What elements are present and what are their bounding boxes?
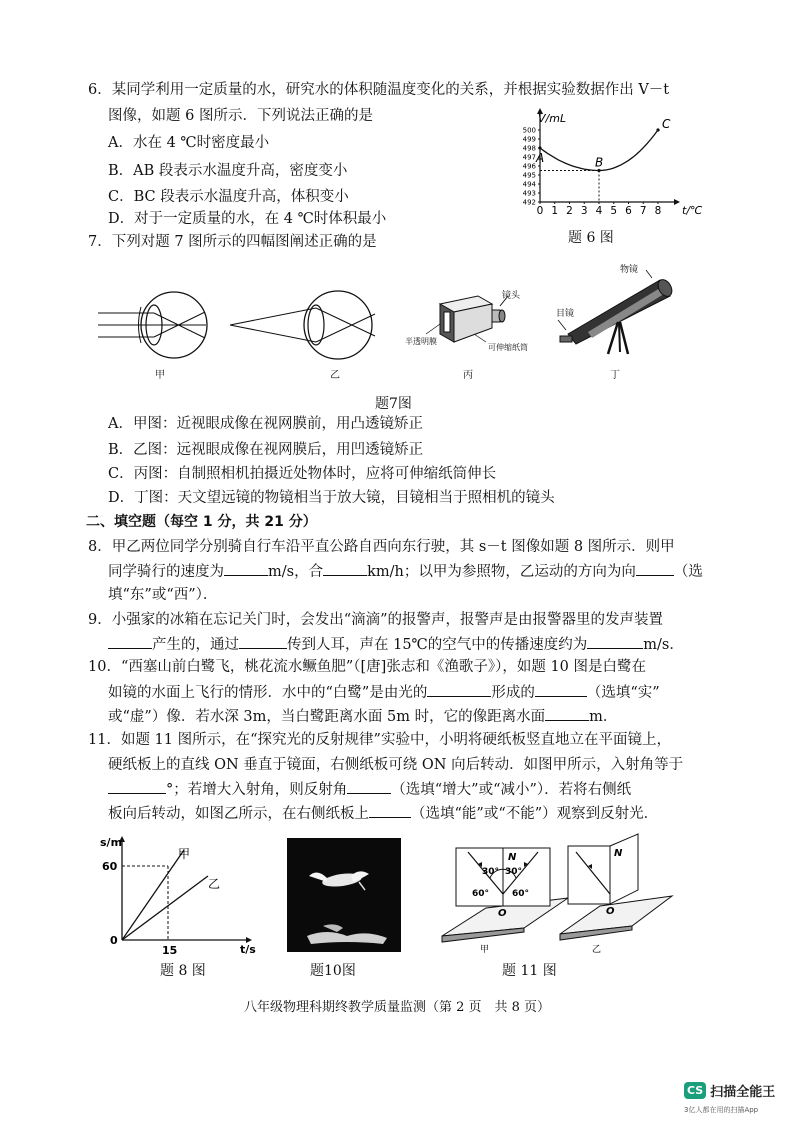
camscanner-name: 扫描全能王: [710, 1085, 776, 1100]
fig6-point-A: [538, 146, 541, 149]
fig7-caption: 题7图: [375, 396, 412, 412]
q7-option-d: D．丁图：天文望远镜的物镜相当于放大镜，目镜相当于照相机的镜头: [108, 490, 555, 506]
fig8-line-jia: [122, 850, 184, 940]
q6-line2: 图像，如题 6 图所示．下列说法正确的是: [108, 108, 373, 124]
q10-line3: [108, 706, 617, 727]
q11-blank-incident-angle[interactable]: [108, 779, 166, 794]
fig6-vt-chart: [496, 108, 703, 220]
fig6-ytick-label: 500: [522, 126, 536, 135]
q8-text-a: 同学骑行的速度为: [108, 564, 224, 580]
fig8-ylabel: s/m: [100, 836, 123, 849]
fig6-ytick-label: 499: [522, 135, 536, 144]
fig6-xtick-label: 7: [639, 205, 647, 217]
fig6-xlabel: t/℃: [682, 204, 703, 217]
fig6-point-label-B: B: [595, 155, 604, 170]
fig7-label-bing: 丙: [463, 370, 473, 381]
fig11-jia-N: N: [508, 852, 517, 863]
q11-text-b: （选填“增大”或“减小”）．若将右侧纸: [391, 782, 632, 798]
fig7-label-jia: 甲: [155, 370, 165, 381]
q9-line1: 9．小强家的冰箱在忘记关门时，会发出“滴滴”的报警声，报警声是由报警器里的发声装置: [88, 612, 664, 628]
q6-option-a: A．水在 4 ℃时密度最小: [108, 135, 270, 151]
fig6-point-label-C: C: [662, 117, 671, 131]
q8-blank-speed-ms[interactable]: [224, 561, 268, 576]
fig8-xtick: 15: [162, 944, 178, 957]
fig11-yi-O: O: [606, 906, 615, 917]
q10-line1: 10．“西塞山前白鹭飞，桃花流水鳜鱼肥”（[唐]张志和《渔歌子》），如题 10 图是白鹭在: [88, 659, 647, 675]
fig7-telescope-eyepiece-label: 目镜: [556, 309, 575, 319]
fig6-ylabel: V/mL: [538, 112, 567, 125]
fig11-jia-O: O: [498, 908, 507, 919]
fig8-origin: 0: [110, 934, 118, 947]
q11-line3: [108, 779, 631, 800]
fig6-xtick-label: 2: [566, 205, 573, 217]
q10-text-e: m．: [589, 709, 618, 725]
section2-heading: 二、填空题（每空 1 分，共 21 分）: [86, 514, 317, 530]
fig6-ytick-label: 497: [522, 153, 536, 162]
q10-line2: [108, 682, 660, 703]
q7-option-b: B．乙图：远视眼成像在视网膜后，用凹透镜矫正: [108, 442, 424, 458]
fig6-x-arrow: [674, 199, 680, 205]
fig7-eye-jia: [96, 286, 216, 366]
camscanner-slogan: 3亿人都在用的扫描App: [684, 1106, 759, 1114]
q6-option-c: C．BC 段表示水温度升高，体积变小: [108, 189, 349, 205]
q9-blank-speed[interactable]: [587, 634, 643, 649]
fig11-jia-angle-right60: 60°: [512, 889, 530, 899]
q10-text-d: 或“虚”）像．若水深 3m，当白鹭距离水面 5m 时，它的像距离水面: [108, 709, 546, 725]
q7-option-a: A．甲图：近视眼成像在视网膜前，用凸透镜矫正: [108, 416, 423, 432]
q9-text-a: 产生的，通过: [152, 637, 239, 653]
q8-line1: 8．甲乙两位同学分别骑自行车沿平直公路自西向东行驶，其 s－t 图像如题 8 图所示．则甲: [88, 539, 675, 555]
q11-text-c: 板向后转动，如图乙所示，在右侧纸板上: [108, 806, 369, 822]
fig6-ytick-label: 494: [522, 180, 536, 189]
q9-text-b: 传到人耳，声在 15℃的空气中的传播速度约为: [287, 637, 588, 653]
fig7-eye-yi: [228, 286, 378, 366]
fig7-camera-screen-label: 半透明膜: [405, 337, 437, 346]
q11-blank-reflect-change[interactable]: [347, 779, 391, 794]
fig6-xtick-label: 1: [551, 205, 559, 217]
fig6-ytick-label: 495: [522, 171, 536, 180]
q9-blank-source[interactable]: [108, 634, 152, 649]
q8-line2: [108, 561, 703, 582]
q8-text-b: m/s，合: [268, 564, 324, 580]
q10-blank-distance[interactable]: [545, 706, 589, 721]
q10-text-c: （选填“实”: [586, 685, 660, 701]
q9-text-c: m/s．: [643, 637, 684, 653]
q11-line2: 硬纸板上的直线 ON 垂直于镜面，右侧纸板可绕 ON 向后转动．如图甲所示，入射角等于: [108, 757, 684, 773]
fig7-camera-tube-label: 可伸缩纸筒: [488, 343, 528, 352]
q8-line3: 填“东”或“西”）．: [108, 587, 218, 603]
q6-line1: 6．某同学利用一定质量的水，研究水的体积随温度变化的关系，并根据实验数据作出 V－t: [88, 82, 670, 98]
fig8-st-graph: [96, 836, 256, 956]
q7-option-c: C．丙图：自制照相机拍摄近处物体时，应将可伸缩纸筒伸长: [108, 466, 497, 482]
fig6-xtick-label: 3: [580, 205, 588, 217]
fig6-ytick-label: 498: [522, 144, 536, 153]
fig6-ytick-label: 492: [522, 198, 536, 207]
fig6-xtick-label: 6: [625, 205, 632, 217]
fig8-label-jia: 甲: [178, 847, 191, 861]
fig6-point-C: [656, 128, 659, 131]
fig11-yi-label: 乙: [592, 945, 602, 955]
q8-text-c: km/h；以甲为参照物，乙运动的方向为向: [367, 564, 636, 580]
fig8-label-yi: 乙: [208, 877, 221, 891]
fig11-jia-angle-left30: 30°: [482, 867, 500, 877]
fig6-caption: 题 6 图: [568, 230, 614, 246]
fig6-xtick-label: 4: [595, 205, 603, 217]
fig6-ytick-label: 496: [522, 162, 536, 171]
fig8-line-yi: [122, 876, 208, 940]
fig6-point-label-A: A: [536, 151, 545, 165]
fig8-caption: 题 8 图: [160, 963, 206, 979]
q9-blank-medium[interactable]: [239, 634, 287, 649]
fig11-jia-diagram: [438, 832, 572, 956]
q10-blank-phenomenon[interactable]: [427, 682, 491, 697]
fig7-telescope-objective-label: 物镜: [620, 265, 639, 275]
fig7-label-yi: 乙: [330, 370, 340, 381]
fig7-camera-lens-label: 镜头: [502, 291, 521, 301]
q8-blank-direction[interactable]: [636, 561, 674, 576]
q8-blank-speed-kmh[interactable]: [323, 561, 367, 576]
camscanner-logo: CS: [684, 1082, 706, 1099]
camscanner-watermark: [684, 1081, 775, 1115]
q8-text-d: （选: [673, 564, 703, 580]
q7-line1: 7．下列对题 7 图所示的四幅图阐述正确的是: [88, 234, 377, 250]
q10-blank-image-type[interactable]: [535, 682, 587, 697]
fig11-jia-label: 甲: [480, 945, 490, 955]
fig11-yi-diagram: [556, 828, 676, 956]
fig11-jia-angle-left60: 60°: [472, 889, 490, 899]
fig10-egret-photo: [287, 838, 401, 952]
page-footer: 八年级物理科期终教学质量监测（第 2 页 共 8 页）: [243, 1000, 551, 1015]
q11-blank-observe[interactable]: [369, 803, 411, 818]
q10-text-a: 如镜的水面上飞行的情形．水中的“白鹭”是由光的: [108, 685, 428, 701]
fig6-xtick-label: 8: [654, 205, 662, 217]
q10-text-b: 形成的: [491, 685, 535, 701]
fig11-yi-N: N: [614, 848, 623, 859]
fig11-jia-angle-right30: 30°: [505, 867, 523, 877]
fig10-caption: 题10图: [310, 963, 356, 979]
fig6-xtick-label: 5: [610, 205, 618, 217]
q6-option-b: B．AB 段表示水温度升高，密度变小: [108, 163, 348, 179]
q11-text-a: °；若增大入射角，则反射角: [166, 782, 348, 798]
fig6-xtick-label: 0: [536, 205, 544, 217]
fig8-xlabel: t/s: [240, 943, 256, 956]
q6-option-d: D．对于一定质量的水，在 4 ℃时体积最小: [108, 211, 387, 227]
q11-text-d: （选填“能”或“不能”）观察到反射光．: [411, 806, 659, 822]
fig7-label-ding: 丁: [610, 370, 620, 381]
fig6-ytick-label: 493: [522, 189, 536, 198]
q11-line4: [108, 803, 658, 824]
q9-line2: [108, 634, 684, 655]
fig8-ytick: 60: [102, 860, 118, 873]
q11-line1: 11．如题 11 图所示，在“探究光的反射规律”实验中，小明将硬纸板竖直地立在平面镜上，: [88, 732, 671, 748]
fig11-caption: 题 11 图: [502, 963, 557, 979]
